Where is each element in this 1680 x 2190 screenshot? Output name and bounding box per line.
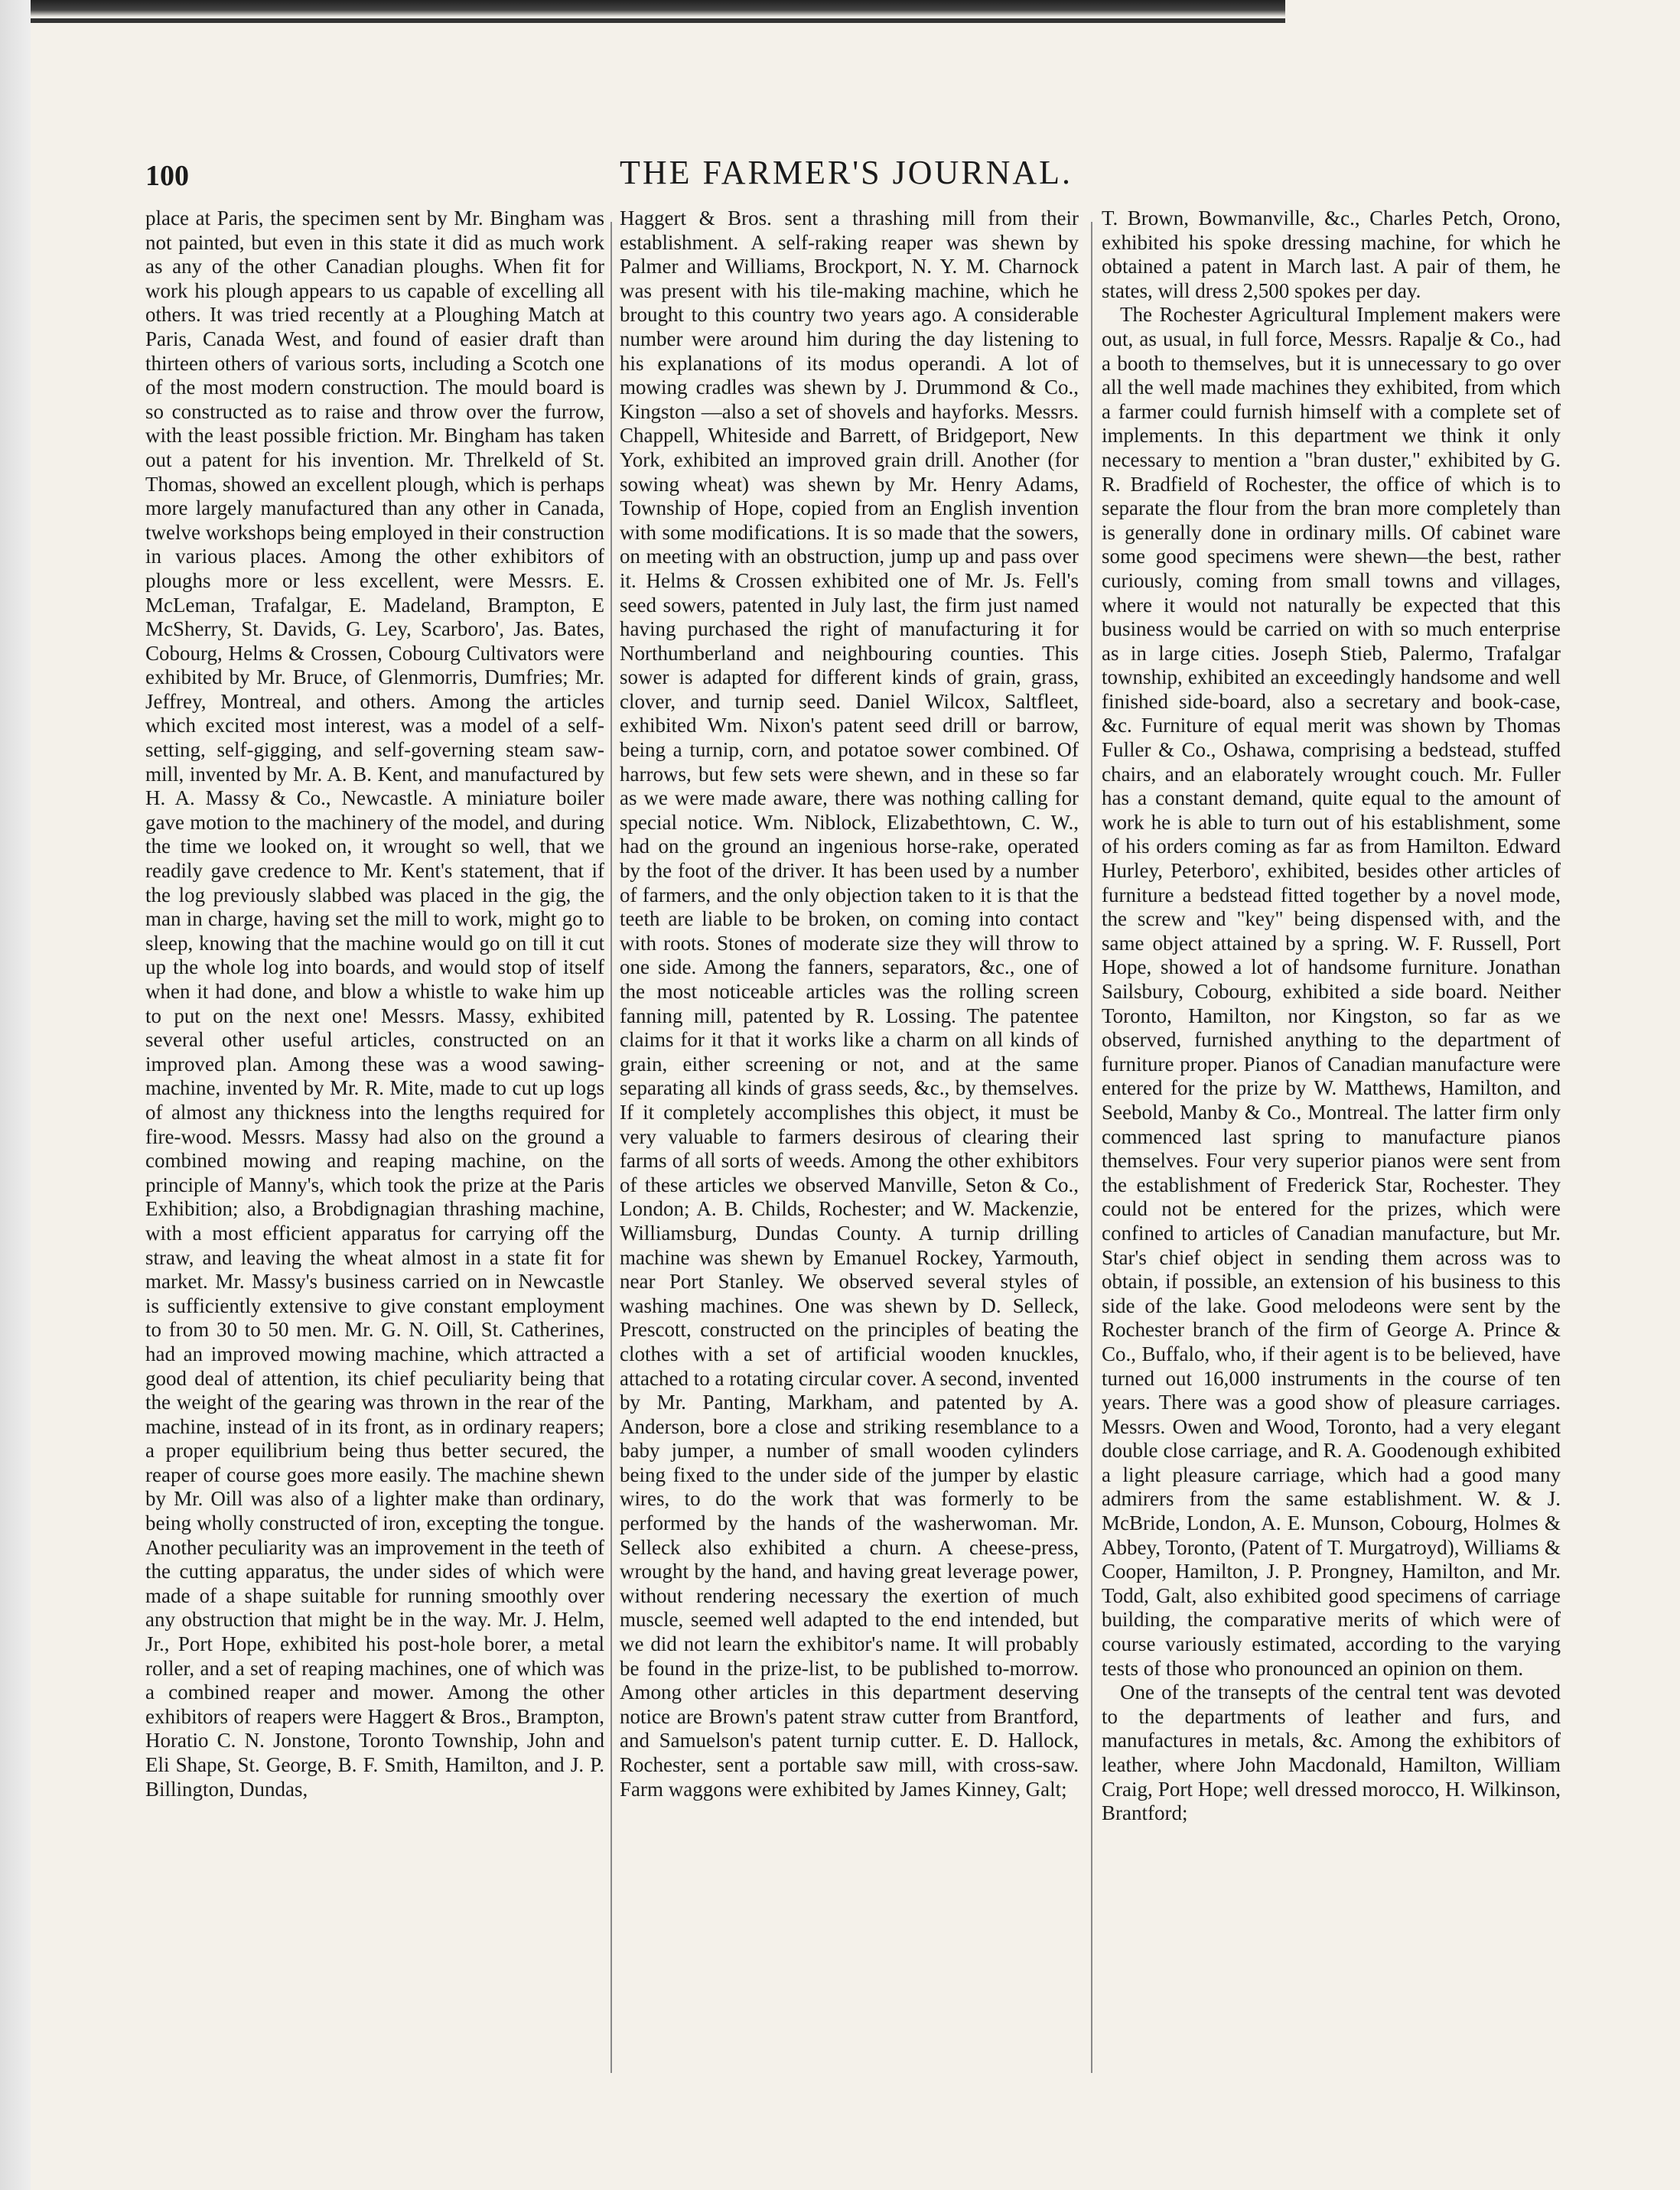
column-1 (145, 207, 604, 2142)
column-divider (1091, 222, 1092, 2073)
column-2 (620, 207, 1079, 2142)
article-columns (145, 207, 1645, 2142)
page-number: 100 (145, 160, 189, 192)
page-gutter (0, 0, 31, 2190)
column-1-paragraph-1: place at Paris, the specimen sent by Mr. Bingham was not painted, but even in this state it did as much work as any of the other Canadian ploughs. When fit for work his plough appears to us capable of excelling all others. It was tried recently at a Ploughing Match at Paris, Canada West, and found of easier draft than thirteen others of various sorts, including a Scotch one of the most modern construction. The mould board is so constructed as to raise and throw over the furrow, with the least possible friction. Mr. Bingham has taken out a patent for his invention. Mr. Threlkeld of St. Thomas, showed an excellent plough, which is perhaps more largely manufactured than any other in Canada, twelve workshops being employed in their construction in various places. Among the other exhibitors of ploughs more or less excellent, were Messrs. E. McLeman, Trafalgar, E. Madeland, Brampton, E McSherry, St. Davids, G. Ley, Scarboro', Jas. Bates, Cobourg, Helms & Crossen, Cobourg Cultivators were exhibited by Mr. Bruce, of Glenmorris, Dumfries; Mr. Jeffrey, Montreal, and others. Among the articles which excited most interest, was a model of a self-setting, self-gigging, and self-governing steam saw-mill, invented by Mr. A. B. Kent, and manufactured by H. A. Massy & Co., Newcastle. A miniature boiler gave motion to the machinery of the model, and during the time we looked on, it wrought so well, that we readily gave credence to Mr. Kent's statement, that if the log previously slabbed was placed in the gig, the man in charge, having set the mill to work, might go to sleep, knowing that the machine would go on till it cut up the whole log into boards, and would stop of itself when it had done, and blow a whistle to wake him up to put on the next one! Messrs. Massy, exhibited several other useful articles, constructed on an improved plan. Among these was a wood sawing-machine, invented by Mr. R. Mite, made to cut up logs of almost any thickness into the lengths required for fire-wood. Messrs. Massy had also on the ground a combined mowing and reaping machine, on the principle of Manny's, which took the prize at the Paris Exhibition; also, a Brobdignagian thrashing machine, with a most efficient apparatus for carrying off the straw, and leaving the wheat almost in a state fit for market. Mr. Massy's business carried on in Newcastle is sufficiently extensive to give constant employment to from 30 to 50 men. Mr. G. N. Oill, St. Catherines, had an improved mowing machine, which attracted a good deal of attention, its chief peculiarity being that the weight of the gearing was thrown in the rear of the machine, instead of in its front, as in ordinary reapers; a proper equilibrium being thus better secured, the reaper of course goes more easily. The machine shewn by Mr. Oill was also of a lighter make than ordinary, being wholly constructed of iron, excepting the tongue. Another peculiarity was an improvement in the teeth of the cutting apparatus, the under sides of which were made of a shape suitable for running smoothly over any obstruction that might be in the way. Mr. J. Helm, Jr., Port Hope, exhibited his post-hole borer, a metal roller, and a set of reaping machines, one of which was a combined reaper and mower. Among the other exhibitors of reapers were Haggert & Bros., Brampton, Horatio C. N. Jonstone, Toronto Township, John and Eli Shape, St. George, B. F. Smith, Hamilton, and J. P. Billington, Dundas, (145, 207, 604, 1801)
column-3-paragraph-1: T. Brown, Bowmanville, &c., Charles Petch, Orono, exhibited his spoke dressing machine, for which he obtained a patent in March last. A pair of them, he states, will dress 2,500 spokes per day. (1102, 207, 1561, 302)
column-2-paragraph-1: Haggert & Bros. sent a thrashing mill from their establishment. A self-raking reaper was shewn by Palmer and Williams, Brockport, N. Y. M. Charnock was present with his tile-making machine, which he brought to this country two years ago. A considerable number were around him during the day listening to his explanations of its modus operandi. A lot of mowing cradles was shewn by J. Drummond & Co., Kingston —also a set of shovels and hayforks. Messrs. Chappell, Whiteside and Barrett, of Bridgeport, New York, exhibited an improved grain drill. Another (for sowing wheat) was shewn by Mr. Henry Adams, Township of Hope, copied from an English invention with some modifications. It is so made that the sowers, on meeting with an obstruction, jump up and pass over it. Helms & Crossen exhibited one of Mr. Js. Fell's seed sowers, patented in July last, the firm just named having purchased the right of manufacturing it for Northumberland and neighbouring counties. This sower is adapted for different kinds of grain, grass, clover, and turnip seed. Daniel Wilcox, Saltfleet, exhibited Wm. Nixon's patent seed drill or barrow, being a turnip, corn, and potatoe sower combined. Of harrows, but few sets were shewn, and in these so far as we were made aware, there was nothing calling for special notice. Wm. Niblock, Elizabethtown, C. W., had on the ground an ingenious horse-rake, operated by the foot of the driver. It has been used by a number of farmers, and the only objection taken to it is that the teeth are liable to be broken, on coming into contact with roots. Stones of moderate size they will throw to one side. Among the fanners, separators, &c., one of the most noticeable articles was the rolling screen fanning mill, patented by R. Lossing. The patentee claims for it that it works like a charm on all kinds of grain, either screening or not, and at the same separating all kinds of grass seeds, &c., by themselves. If it completely accomplishes this object, it must be very valuable to farmers desirous of clearing their farms of all sorts of weeds. Among the other exhibitors of these articles we observed Manville, Seton & Co., London; A. B. Childs, Rochester; and W. Mackenzie, Williamsburg, Dundas County. A turnip drilling machine was shewn by Emanuel Rockey, Yarmouth, near Port Stanley. We observed several styles of washing machines. One was shewn by D. Selleck, Prescott, constructed on the principles of beating the clothes with a set of artificial wooden knuckles, attached to a rotating circular cover. A second, invented by Mr. Panting, Markham, and patented by A. Anderson, bore a close and striking resemblance to a baby jumper, a number of small wooden cylinders being fixed to the under side of the jumper by elastic wires, to do the work that was formerly to be performed by the hands of the washerwoman. Mr. Selleck also exhibited a churn. A cheese-press, wrought by the hand, and having great leverage power, without rendering necessary the exertion of much muscle, seemed well adapted to the end intended, but we did not learn the exhibitor's name. It will probably be found in the prize-list, to be published to-morrow. Among other articles in this department deserving notice are Brown's patent straw cutter from Brantford, and Samuelson's patent turnip cutter. E. D. Hallock, Rochester, sent a portable saw mill, with cross-saw. Farm waggons were exhibited by James Kinney, Galt; (620, 207, 1079, 1801)
column-3-paragraph-3: One of the transepts of the central tent was devoted to the departments of leather and furs, and manufactures in metals, &c. Among the exhibitors of leather, where John Macdonald, Hamilton, William Craig, Port Hope; well dressed morocco, H. Wilkinson, Brantford; (1102, 1681, 1561, 1825)
page-header (145, 153, 1630, 199)
column-3 (1102, 207, 1561, 2142)
column-divider (610, 222, 612, 2073)
journal-title: THE FARMER'S JOURNAL. (620, 154, 1073, 191)
column-3-paragraph-2: The Rochester Agricultural Implement makers were out, as usual, in full force, Messrs. Rapalje & Co., had a booth to themselves, but it is unnecessary to go over all the well made machines they exhibited, from which a farmer could furnish himself with a complete set of implements. In this department we think it only necessary to mention a "bran duster," exhibited by G. R. Bradfield of Rochester, the office of which is to separate the flour from the bran more completely than is generally done in ordinary mills. Of cabinet ware some good specimens were shewn—the best, rather curiously, coming from small towns and villages, where it would not naturally be expected that this business would be carried on with so much enterprise as in large cities. Joseph Stieb, Palermo, Trafalgar township, exhibited an exceedingly handsome and well finished side-board, also a secretary and book-case, &c. Furniture of equal merit was shown by Thomas Fuller & Co., Oshawa, comprising a bedstead, stuffed chairs, and an elaborately wrought couch. Mr. Fuller has a constant demand, quite equal to the amount of work he is able to turn out of his establishment, some of his orders coming as far as from Hamilton. Edward Hurley, Peterboro', exhibited, besides other articles of furniture a bedstead fitted together by a novel mode, the screw and "key" being dispensed with, and the same object attained by a spring. W. F. Russell, Port Hope, showed a lot of handsome furniture. Jonathan Sailsbury, Cobourg, exhibited a side board. Neither Toronto, Hamilton, nor Kingston, so far as we observed, furnished anything to the department of furniture proper. Pianos of Canadian manufacture were entered for the prize by W. Matthews, Hamilton, and Seebold, Manby & Co., Montreal. The latter firm only commenced last spring to manufacture pianos themselves. Four very superior pianos were sent from the establishment of Frederick Star, Rochester. They could not be entered for the prizes, which were confined to articles of Canadian manufacture, but Mr. Star's chief object in sending them across was to obtain, if possible, an extension of his business to this side of the lake. Good melodeons were sent by the Rochester branch of the firm of George A. Prince & Co., Buffalo, who, if their agent is to be believed, have turned out 16,000 instruments in the course of ten years. There was a good show of pleasure carriages. Messrs. Owen and Wood, Toronto, had a very elegant double close carriage, and R. A. Goodenough exhibited a light pleasure carriage, which had a good many admirers from the same establishment. W. & J. McBride, London, A. E. Munson, Cobourg, Holmes & Abbey, Toronto, (Patent of T. Murgatroyd), Williams & Cooper, Hamilton, J. P. Prongney, Hamilton, and Mr. Todd, Galt, also exhibited good specimens of carriage building, the comparative merits of which were of course variously estimated, according to the varying tests of those who pronounced an opinion on them. (1102, 303, 1561, 1680)
top-rule (31, 0, 1285, 17)
